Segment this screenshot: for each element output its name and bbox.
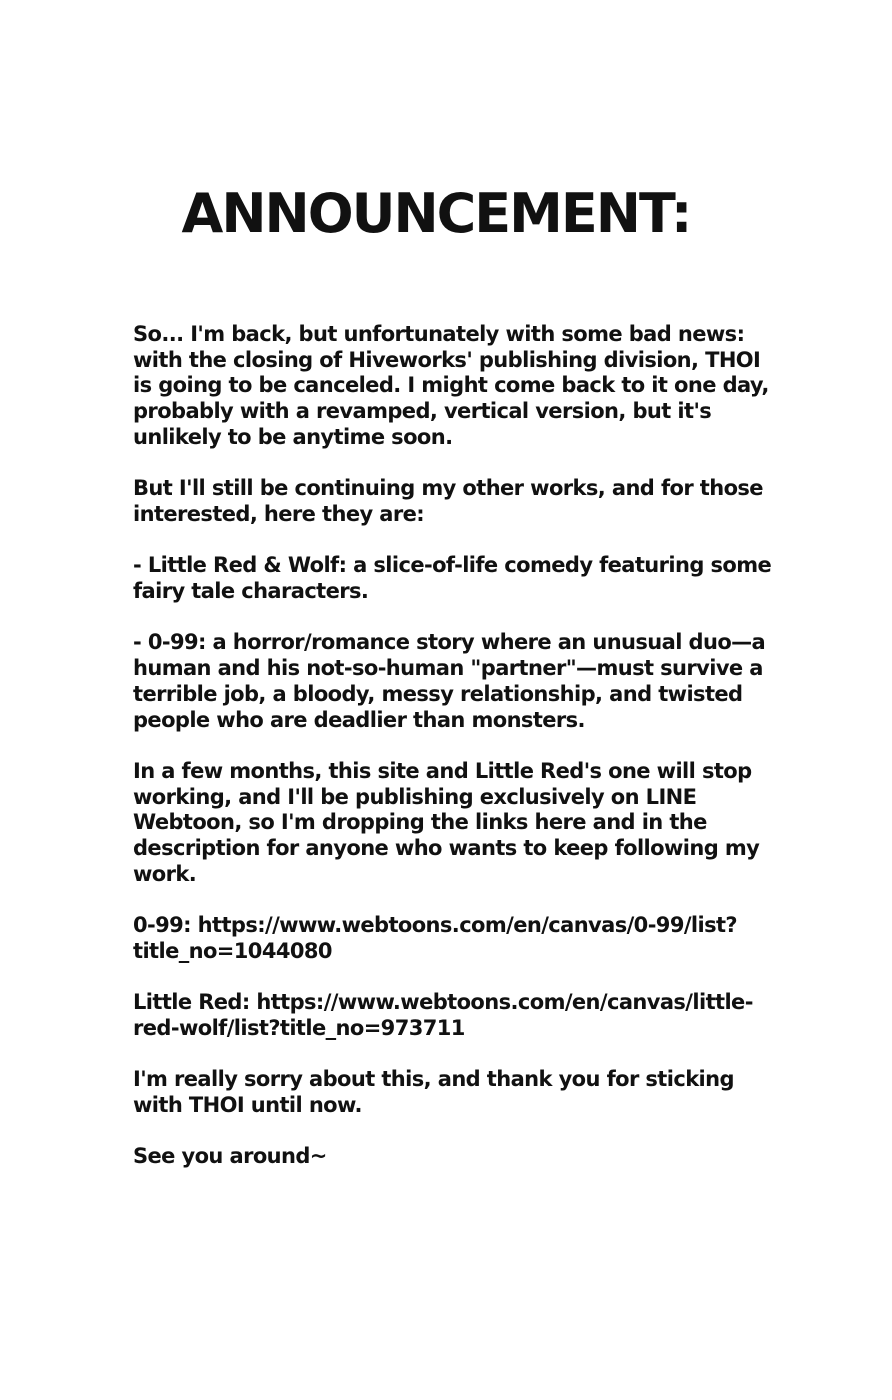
link-0-99: 0-99: https://www.webtoons.com/en/canvas/0-99/list?title_no=1044080 <box>133 913 738 963</box>
paragraph-other-works: But I'll still be continuing my other works, and for those interested, here they are: <box>133 476 763 526</box>
paragraph-intro: So... I'm back, but unfortunately with some bad news: with the closing of Hiveworks' publishing division, THOI is going to be canceled. I might come back to it one day, probably with a revamped, vertical version, but it's unlikely to be anytime soon. <box>133 322 769 449</box>
paragraph-0-99: - 0-99: a horror/romance story where an unusual duo—a human and his not-so-human "partner"—must survive a terrible job, a bloody, messy relationship, and twisted people who are deadlier than monsters. <box>133 630 766 732</box>
announcement-body <box>133 322 773 1170</box>
paragraph-little-red-wolf: - Little Red & Wolf: a slice-of-life comedy featuring some fairy tale characters. <box>133 553 772 603</box>
link-little-red: Little Red: https://www.webtoons.com/en/canvas/little-red-wolf/list?title_no=973711 <box>133 990 753 1040</box>
paragraph-webtoon-move: In a few months, this site and Little Red's one will stop working, and I'll be publishing exclusively on LINE Webtoon, so I'm dropping the links here and in the description for anyone who wants to keep following my work. <box>133 758 760 886</box>
paragraph-apology: I'm really sorry about this, and thank you for sticking with THOI until now. <box>133 1067 734 1117</box>
announcement-title: ANNOUNCEMENT: <box>181 182 691 245</box>
paragraph-sign-off: See you around~ <box>133 1144 327 1169</box>
